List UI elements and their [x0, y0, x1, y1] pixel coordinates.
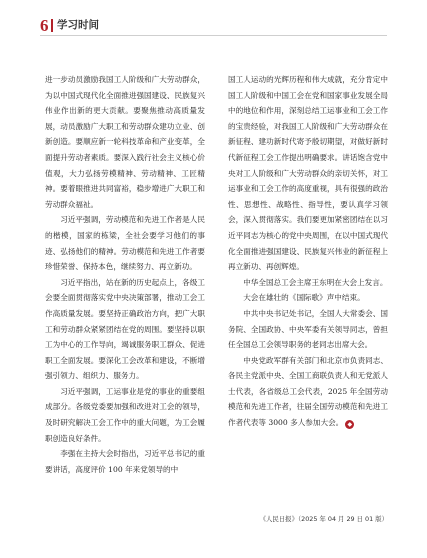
page-header	[0, 0, 427, 40]
header-divider	[40, 35, 387, 36]
article-paragraph	[228, 290, 388, 306]
article-left-column	[45, 72, 205, 477]
article-paragraph	[228, 275, 388, 291]
article-end-mark-icon: ◆	[345, 420, 354, 429]
article-paragraph	[45, 384, 205, 446]
article-paragraph	[45, 446, 205, 477]
paragraph-text: 中共中央书记处书记，全国人大常委会、国务院、全国政协、中央军委有关领导同志，曾担任全国总工会领导职务的老同志出席大会。	[228, 308, 388, 350]
article-paragraph	[45, 275, 205, 384]
article-paragraph	[228, 353, 388, 431]
page-number: 6	[40, 16, 49, 35]
article-paragraph	[228, 72, 388, 275]
section-title: 学习时间	[57, 19, 99, 31]
paragraph-text: 习近平强调，工运事业是党的事业的重要组成部分。各级党委要加强和改进对工会的领导，及时研究解决工会工作中的重大问题，为工会履职创造良好条件。	[45, 386, 205, 443]
paragraph-text: 中央党政军群有关部门和北京市负责同志、各民主党派中央、全国工商联负责人和无党派人士代表，各省级总工会代表，2025 年全国劳动模范和先进工作者，往届全国劳动模范和先进工作者代表等 3000 多人参加大会。	[228, 355, 388, 428]
article-source: 《人民日报》（2025 年 04 月 29 日 01 版）	[259, 515, 388, 523]
article-right-column	[228, 72, 388, 431]
article-paragraph	[45, 212, 205, 274]
article-paragraph	[228, 306, 388, 353]
article-paragraph	[45, 72, 205, 212]
paragraph-text: 进一步动员激励我国工人阶级和广大劳动群众，为以中国式现代化全面推进强国建设、民族复兴伟业作出新的更大贡献。要聚焦推动高质量发展，动员激励广大职工和劳动群众建功立业、创新创造。要顺应新一轮科技革命和产业变革，全面提升劳动者素质。要深入践行社会主义核心价值观，大力弘扬劳模精神、劳动精神、工匠精神。要着眼推进共同富裕，稳步增进广大职工和劳动群众福祉。	[45, 75, 205, 209]
paragraph-text: 习近平指出，站在新的历史起点上，各级工会要全面贯彻落实党中央决策部署，推动工会工作高质量发展。要坚持正确政治方向，把广大职工和劳动群众紧紧团结在党的周围。要坚持以职工为中心的工作导向，竭诚服务职工群众、促进职工全面发展。要深化工会改革和建设，不断增强引领力、组织力、服务力。	[45, 277, 205, 381]
paragraph-text: 国工人运动的光辉历程和伟大成就，充分肯定中国工人阶级和中国工会在党和国家事业发展全局中的地位和作用，深刻总结工运事业和工会工作的宝贵经验，对我国工人阶级和广大劳动群众在新征程、建功新时代寄予殷切期望，对做好新时代新征程工会工作提出明确要求。讲话饱含党中央对工人阶级和广大劳动群众的亲切关怀，对工运事业和工会工作的高度重视，具有很强的政治性、思想性、战略性、指导性，要认真学习领会，深入贯彻落实。我们要更加紧密团结在以习近平同志为核心的党中央周围，在以中国式现代化全面推进强国建设、民族复兴伟业的新征程上再立新功、再创辉煌。	[228, 75, 388, 272]
paragraph-text: 中华全国总工会主席王东明在大会上发言。	[243, 277, 388, 287]
paragraph-text: 李强在主持大会时指出，习近平总书记的重要讲话，高度评价 100 年来党领导的中	[45, 449, 205, 474]
paragraph-text: 大会在雄壮的《国际歌》声中结束。	[243, 293, 365, 303]
header-accent-bar	[51, 19, 53, 32]
paragraph-text: 习近平强调，劳动模范和先进工作者是人民的楷模，国家的栋梁，全社会要学习他们的事迹、弘扬他们的精神。劳动模范和先进工作者要珍惜荣誉、保持本色，继续努力、再立新功。	[45, 215, 205, 272]
